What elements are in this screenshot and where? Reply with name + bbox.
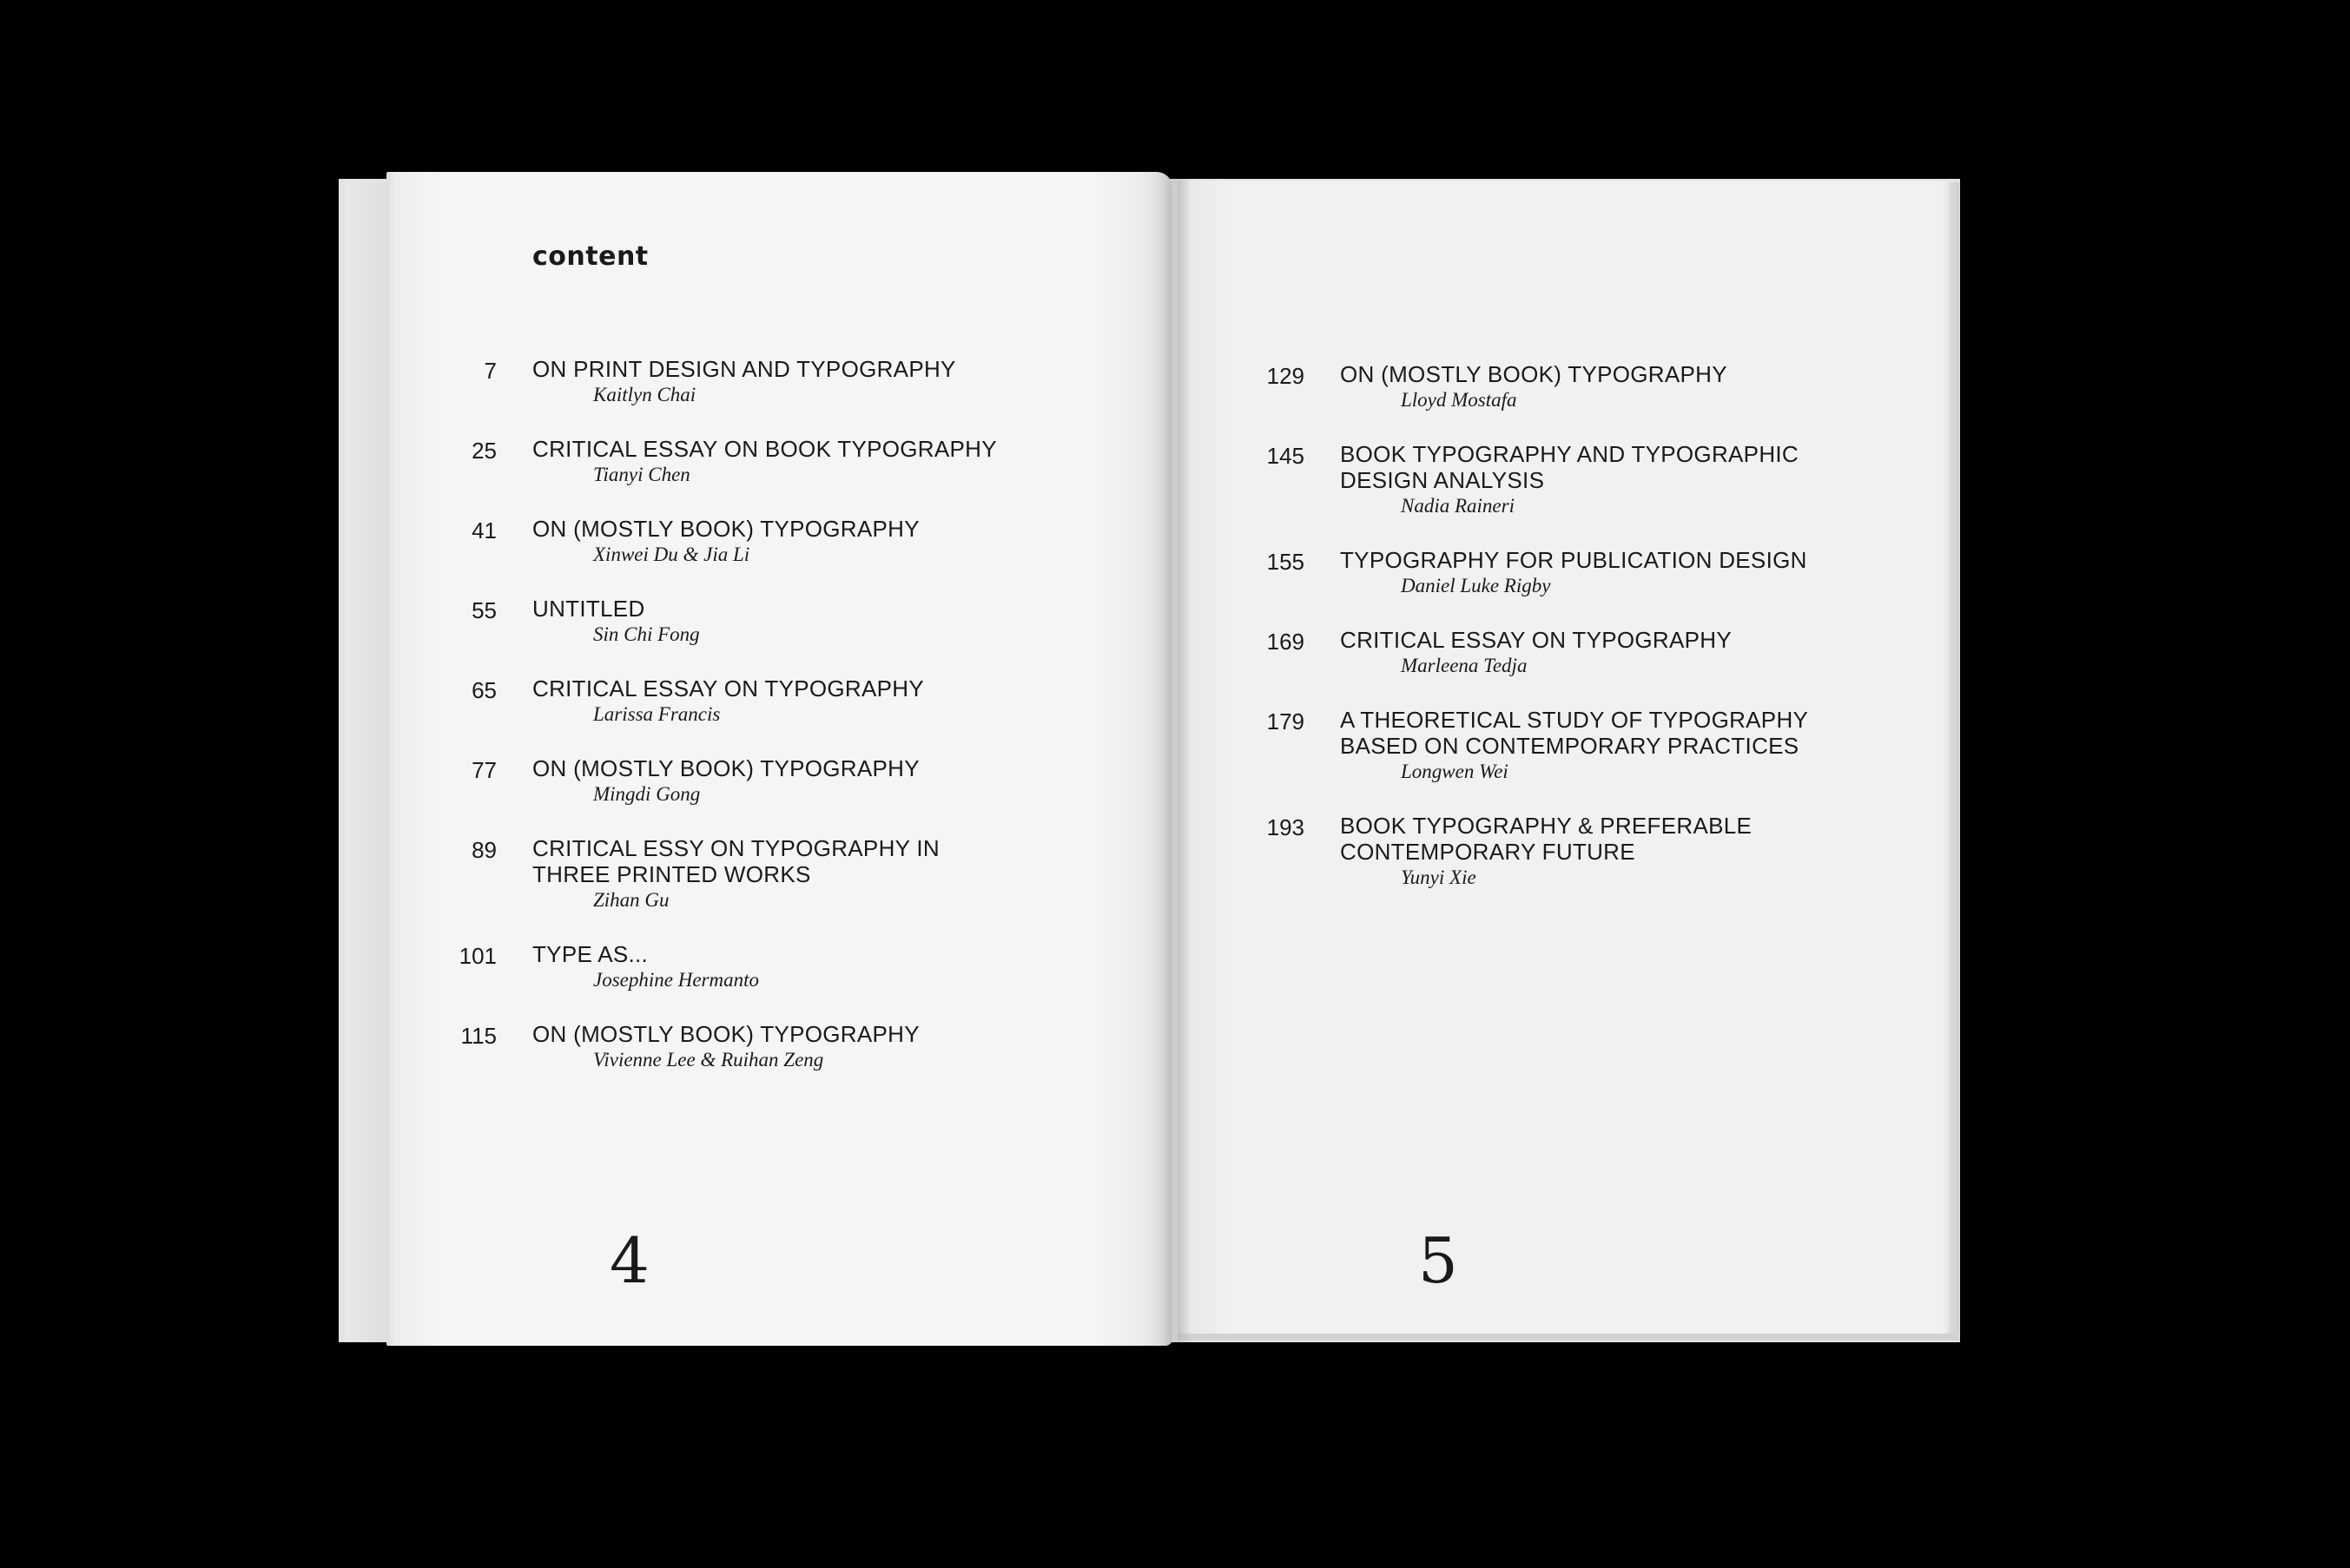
- toc-entry-page: 145: [1266, 443, 1304, 469]
- toc-entry-author: Longwen Wei: [1401, 761, 1508, 782]
- toc-entry-page: 129: [1266, 363, 1304, 389]
- toc-entry: [417, 436, 1077, 488]
- contents-heading: content: [532, 241, 649, 272]
- toc-entry-page: 65: [472, 677, 497, 703]
- toc-entry: [417, 835, 1077, 913]
- toc-entry-author: Zihan Gu: [593, 889, 670, 911]
- toc-entry-title: ON (MOSTLY BOOK) TYPOGRAPHY: [1340, 361, 1727, 387]
- toc-entry: [417, 356, 1077, 408]
- toc-entry-page: 155: [1266, 549, 1304, 575]
- toc-entry-body: [532, 835, 1077, 913]
- toc-entry: [1225, 813, 1885, 891]
- toc-entry-page: 115: [460, 1023, 497, 1049]
- toc-entry-body: [532, 941, 1077, 993]
- page-number-left: 4: [610, 1224, 650, 1297]
- toc-entry: [417, 596, 1077, 648]
- toc-entry-page: 25: [472, 438, 497, 464]
- toc-entry-page: 169: [1266, 629, 1304, 655]
- toc-entry-title: ON PRINT DESIGN AND TYPOGRAPHY: [532, 356, 956, 382]
- toc-entry: [417, 755, 1077, 807]
- toc-entry-body: [532, 596, 1077, 648]
- toc-entry-title: TYPE AS...: [532, 941, 649, 967]
- toc-entry-author: Marleena Tedja: [1401, 655, 1528, 676]
- toc-entry-body: [532, 675, 1077, 728]
- toc-entry: [417, 941, 1077, 993]
- toc-entry-author: Larissa Francis: [593, 703, 721, 725]
- toc-entry-page: 179: [1266, 708, 1304, 735]
- toc-entry-body: [532, 436, 1077, 488]
- toc-entry: [1225, 547, 1885, 599]
- toc-entry-body: [1340, 707, 1885, 785]
- toc-entry-page: 7: [484, 358, 497, 384]
- toc-entry: [1225, 707, 1885, 785]
- toc-entry-page: 41: [472, 517, 497, 544]
- toc-entry-body: [1340, 813, 1885, 891]
- toc-entry-title: BOOK TYPOGRAPHY & PREFERABLE CONTEMPORARY FUTURE: [1340, 813, 1753, 865]
- toc-entry-page: 77: [472, 757, 497, 783]
- toc-entry-title: UNTITLED: [532, 596, 645, 622]
- toc-entry-author: Daniel Luke Rigby: [1401, 575, 1551, 596]
- toc-entry-author: Tianyi Chen: [593, 464, 690, 485]
- toc-entry-title: CRITICAL ESSAY ON TYPOGRAPHY: [532, 675, 924, 702]
- toc-entry-page: 101: [459, 943, 497, 969]
- toc-entry: [1225, 361, 1885, 413]
- toc-left-column: [417, 356, 1077, 1101]
- toc-entry-title: ON (MOSTLY BOOK) TYPOGRAPHY: [532, 1021, 920, 1047]
- toc-entry-author: Lloyd Mostafa: [1401, 389, 1517, 411]
- toc-entry-body: [1340, 361, 1885, 413]
- toc-entry-title: CRITICAL ESSAY ON BOOK TYPOGRAPHY: [532, 436, 997, 462]
- toc-entry-body: [532, 516, 1077, 568]
- spine-shadow: [1155, 172, 1190, 1346]
- toc-entry-body: [1340, 547, 1885, 599]
- toc-entry-author: Vivienne Lee & Ruihan Zeng: [593, 1049, 824, 1071]
- toc-entry-author: Nadia Raineri: [1401, 495, 1515, 517]
- right-page-bottom-edge: [1178, 1334, 1959, 1341]
- toc-entry: [417, 675, 1077, 728]
- toc-entry: [417, 1021, 1077, 1073]
- toc-entry-title: CRITICAL ESSAY ON TYPOGRAPHY: [1340, 627, 1732, 653]
- toc-entry-author: Yunyi Xie: [1401, 866, 1476, 888]
- toc-entry-body: [1340, 627, 1885, 679]
- page-number-right: 5: [1418, 1224, 1458, 1297]
- toc-right-column: [1225, 361, 1885, 919]
- toc-entry-author: Josephine Hermanto: [593, 969, 759, 991]
- toc-entry-page: 55: [472, 597, 497, 623]
- toc-entry-body: [532, 356, 1077, 408]
- toc-entry-body: [532, 755, 1077, 807]
- toc-entry-author: Sin Chi Fong: [593, 623, 700, 645]
- toc-entry: [1225, 627, 1885, 679]
- toc-entry-title: ON (MOSTLY BOOK) TYPOGRAPHY: [532, 755, 920, 781]
- toc-entry-author: Mingdi Gong: [593, 783, 701, 805]
- toc-entry-page: 193: [1266, 814, 1304, 840]
- toc-entry-page: 89: [472, 837, 497, 863]
- toc-entry-title: TYPOGRAPHY FOR PUBLICATION DESIGN: [1340, 547, 1807, 573]
- toc-entry-body: [1340, 441, 1885, 519]
- toc-entry: [417, 516, 1077, 568]
- toc-entry-author: Xinwei Du & Jia Li: [593, 544, 750, 565]
- toc-entry: [1225, 441, 1885, 519]
- toc-entry-title: A THEORETICAL STUDY OF TYPOGRAPHY BASED ON CONTEMPORARY PRACTICES: [1340, 707, 1809, 759]
- right-page-edge: [1949, 182, 1959, 1337]
- toc-entry-title: ON (MOSTLY BOOK) TYPOGRAPHY: [532, 516, 920, 542]
- toc-entry-body: [532, 1021, 1077, 1073]
- toc-entry-author: Kaitlyn Chai: [593, 384, 696, 405]
- toc-entry-title: CRITICAL ESSY ON TYPOGRAPHY IN THREE PRINTED WORKS: [532, 835, 940, 887]
- toc-entry-title: BOOK TYPOGRAPHY AND TYPOGRAPHIC DESIGN ANALYSIS: [1340, 441, 1799, 493]
